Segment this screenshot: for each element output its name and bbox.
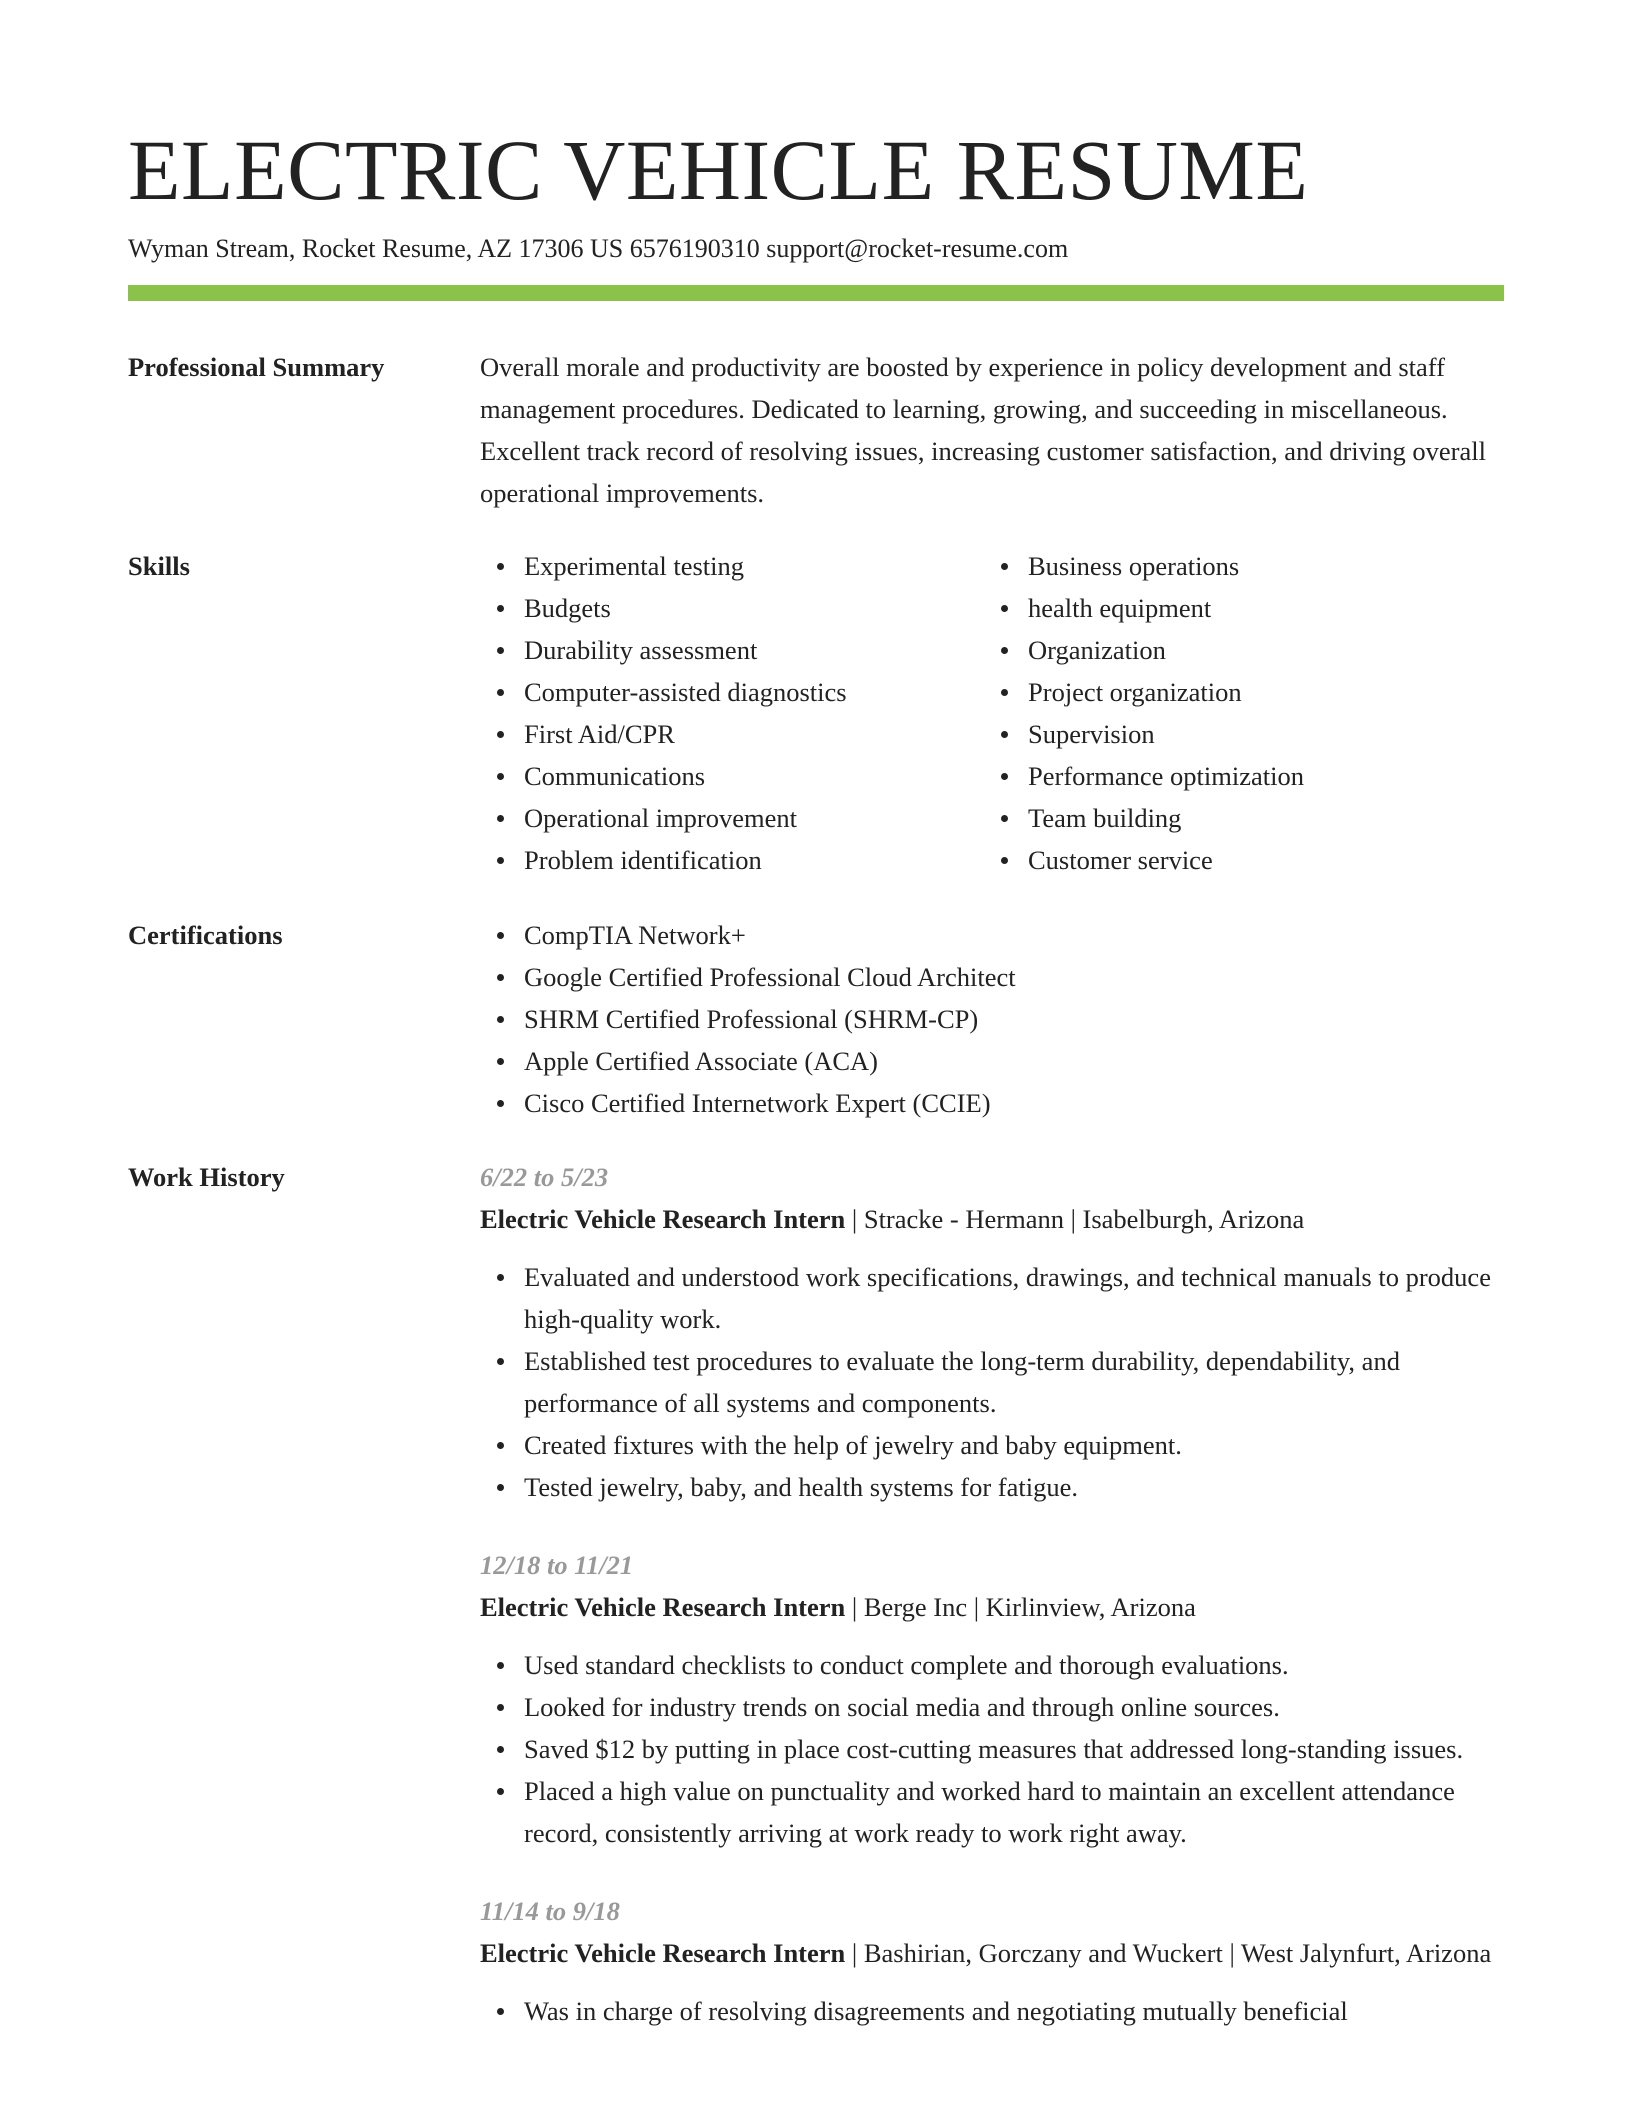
- skill-item: Operational improvement: [524, 797, 847, 839]
- section-heading-summary: Professional Summary: [128, 352, 385, 382]
- skill-item: Experimental testing: [524, 545, 847, 587]
- job-bullet: Was in charge of resolving disagreements and negotiating mutually beneficial: [524, 1990, 1504, 2032]
- job-title: Electric Vehicle Research Intern: [480, 1938, 846, 1968]
- certification-item: Apple Certified Associate (ACA): [524, 1040, 1504, 1082]
- skill-item: Business operations: [1028, 545, 1304, 587]
- job-details: | Stracke - Hermann | Isabelburgh, Arizona: [845, 1204, 1305, 1234]
- skill-item: Communications: [524, 755, 847, 797]
- job-bullets: [480, 1644, 1504, 1854]
- job-bullet: Tested jewelry, baby, and health systems for fatigue.: [524, 1466, 1504, 1508]
- job-title: Electric Vehicle Research Intern: [480, 1204, 846, 1234]
- section-heading-certifications: Certifications: [128, 920, 283, 950]
- section-heading-work-history: Work History: [128, 1162, 285, 1192]
- skill-item: health equipment: [1028, 587, 1304, 629]
- job-dates: 12/18 to 11/21: [480, 1550, 634, 1580]
- resume-title: ELECTRIC VEHICLE RESUME: [128, 122, 1309, 218]
- job-heading: [480, 1586, 1504, 1628]
- job-dates: 11/14 to 9/18: [480, 1896, 620, 1926]
- job-bullet: Looked for industry trends on social media and through online sources.: [524, 1686, 1504, 1728]
- skill-item: Durability assessment: [524, 629, 847, 671]
- job-dates: 6/22 to 5/23: [480, 1162, 609, 1192]
- job-bullet: Evaluated and understood work specifications, drawings, and technical manuals to produce high-quality work.: [524, 1256, 1504, 1340]
- work-history-body: [480, 1156, 1504, 2068]
- job-details: | Bashirian, Gorczany and Wuckert | West Jalynfurt, Arizona: [845, 1938, 1492, 1968]
- job-heading: [480, 1198, 1504, 1240]
- skill-item: Computer-assisted diagnostics: [524, 671, 847, 713]
- summary-body: [480, 346, 1504, 514]
- job-entry: [480, 1544, 1504, 1854]
- skill-item: Budgets: [524, 587, 847, 629]
- skills-list-left: [480, 545, 847, 881]
- skill-item: Problem identification: [524, 839, 847, 881]
- skills-list-right: [984, 545, 1304, 881]
- skills-body: [480, 545, 1504, 881]
- job-bullet: Placed a high value on punctuality and worked hard to maintain an excellent attendance record, consistently arriving at work ready to work right away.: [524, 1770, 1504, 1854]
- skill-item: Team building: [1028, 797, 1304, 839]
- skill-item: Project organization: [1028, 671, 1304, 713]
- certification-item: CompTIA Network+: [524, 914, 1504, 956]
- job-bullets: [480, 1256, 1504, 1508]
- certifications-body: [480, 914, 1504, 1124]
- skills-columns: [480, 545, 1504, 881]
- certification-item: SHRM Certified Professional (SHRM-CP): [524, 998, 1504, 1040]
- job-heading: [480, 1932, 1504, 1974]
- job-details: | Berge Inc | Kirlinview, Arizona: [845, 1592, 1196, 1622]
- job-bullets: [480, 1990, 1504, 2032]
- job-bullet: Saved $12 by putting in place cost-cutting measures that addressed long-standing issues.: [524, 1728, 1504, 1770]
- job-title: Electric Vehicle Research Intern: [480, 1592, 846, 1622]
- job-bullet: Established test procedures to evaluate the long-term durability, dependability, and performance of all systems and components.: [524, 1340, 1504, 1424]
- contact-info: Wyman Stream, Rocket Resume, AZ 17306 US 6576190310 support@rocket-resume.com: [128, 234, 1069, 263]
- job-bullet: Created fixtures with the help of jewelry and baby equipment.: [524, 1424, 1504, 1466]
- job-entry: [480, 1156, 1504, 1508]
- skill-item: Supervision: [1028, 713, 1304, 755]
- certification-item: Cisco Certified Internetwork Expert (CCIE): [524, 1082, 1504, 1124]
- section-heading-skills: Skills: [128, 551, 190, 581]
- certifications-list: [480, 914, 1504, 1124]
- skill-item: Organization: [1028, 629, 1304, 671]
- summary-text: Overall morale and productivity are boosted by experience in policy development and staff management procedures. Dedicated to learning, growing, and succeeding in miscellaneous. Excellent track record of resolving issues, increasing customer satisfaction, and driving overall operational improvements.: [480, 352, 1486, 508]
- certification-item: Google Certified Professional Cloud Architect: [524, 956, 1504, 998]
- skill-item: First Aid/CPR: [524, 713, 847, 755]
- skill-item: Performance optimization: [1028, 755, 1304, 797]
- job-bullet: Used standard checklists to conduct complete and thorough evaluations.: [524, 1644, 1504, 1686]
- job-entry: [480, 1890, 1504, 2032]
- header-divider: [128, 285, 1504, 301]
- skill-item: Customer service: [1028, 839, 1304, 881]
